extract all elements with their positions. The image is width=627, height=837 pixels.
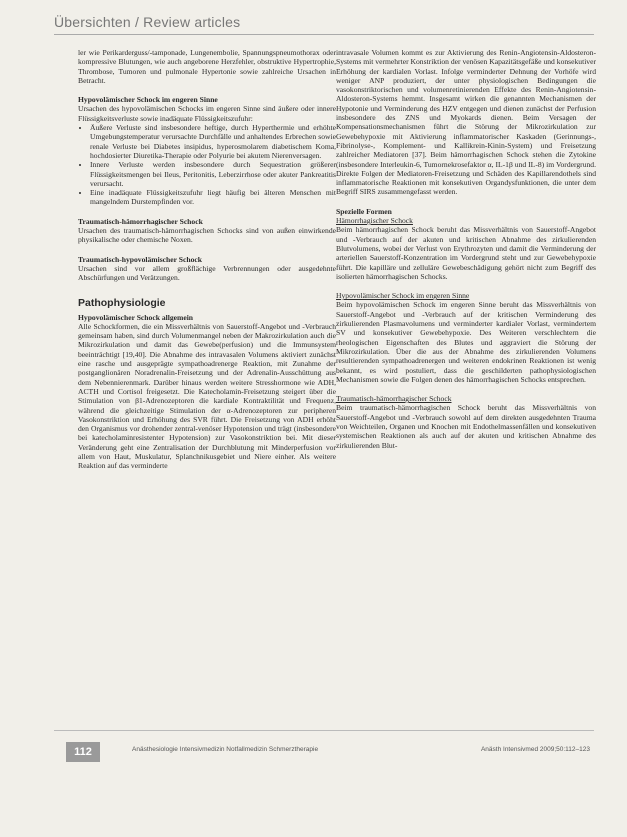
left-s2-heading: Traumatisch-hämorrhagischer Schock: [78, 216, 203, 226]
left-s1-list: [78, 123, 336, 207]
left-s4-text: Alle Schockformen, die ein Missverhältnis von Sauerstoff-Angebot und -Verbrauch gemeinsam haben, sind durch Volumenmangel neben der Makrozirkulation auch die Mikrozirkulation und damit das Gewebe(perfusion) und die Immunsystem beeinträchtigt [19,40]. Die Abnahme des intravasalen Volumens aktiviert zunächst eine rasche und ausgeprägte sympathoadrenerge Reaktion, mit Zunahme der postganglionären Noradrenalin-Freisetzung und der Adrenalin-Ausschüttung aus dem Nebennierenmark. Darüber hinaus werden weitere Stresshormone wie ADH, ACTH und Cortisol freigesetzt. Die Katecholamin-Freisetzung steigert über die Stimulation von β1-Adrenozeptoren die kardiale Kontraktilität und Frequenz, während die gleichzeitige Stimulation der α-Adrenozeptoren zur peripheren Vasokonstriktion und Erhöhung des SVR führt. Die Freisetzung von ADH erhöht den Organismus vor drohender zentral-venöser Hypotension und trägt (insbesondere bei katecholaminresistenter Hypotension) zur Vasokonstriktion bei. Mit dieser Veränderung geht eine Zentralisation der Durchblutung mit Minderperfusion vor allem von Haut, Muskulatur, Splanchnikusgebiet und Niere einher. Als weitere Reaktion auf das verminderte: [78, 321, 336, 471]
left-s1-text: Ursachen des hypovolämischen Schocks im engeren Sinne sind äußere oder innere Flüssigkeitsverluste sowie inadäquate Flüssigkeitszufuhr:: [78, 104, 336, 123]
page-footer: [54, 730, 594, 770]
left-s1-heading: Hypovolämischer Schock im engeren Sinne: [78, 95, 218, 105]
left-s2-text: Ursachen des traumatisch-hämorrhagischen Schocks sind von außen einwirkende physikalische oder chemische Noxen.: [78, 226, 336, 245]
right-s1-heading: Spezielle Formen: [336, 206, 392, 216]
right-s4-text: Beim traumatisch-hämorrhagischen Schock beruht das Missverhältnis von Sauerstoff-Angebot und -Verbrauch sowohl auf dem direkten ausgedehnten Trauma von Weichteilen, Organen und Knochen mit Endothelmassenfällen und konsekutiven systemischen Reaktionen als auch auf der akuten und kritischen Abnahme des zirkulierenden Blut-: [336, 403, 596, 450]
right-s2-text: Beim hämorrhagischen Schock beruht das Missverhältnis von Sauerstoff-Angebot und -Verbrauch auf der akuten und kritischen Abnahme des zirkulierenden Blutvolumens, wobei der Verlust von Erythrozyten und damit die Verminderung der arteriellen Sauerstoff-Konzentration im Vordergrund steht und zur Gewebehypoxie führt. Die kapilläre und zelluläre Gewebeschädigung gehört nicht zum Begriff des isolierten hämorrhagischen Schocks.: [336, 225, 596, 281]
header-title: Übersichten / Review articles: [54, 14, 241, 30]
section-heading-pathophysiologie: Pathophysiologie: [78, 296, 166, 309]
right-s3-heading: Hypovolämischer Schock im engeren Sinne: [336, 291, 470, 301]
right-s2-heading: Hämorrhagischer Schock: [336, 216, 413, 226]
running-header: [54, 14, 594, 40]
list-item: • Innere Verluste werden insbesondere durch Sequestration größerer Flüssigkeitsmengen bei Ileus, Peritonitis, Leberzirrhose oder akuter Pankreatitis verursacht.: [90, 160, 336, 188]
list-item: • Äußere Verluste sind insbesondere heftige, durch Hyperthermie und erhöhte Umgebungstemperatur verursachte Durchfälle und anhaltendes Erbrechen sowie renale Verluste bei Diabetes insipidus, hyperosmolarem diabetischem Koma, hochdosierter Diuretika-Therapie oder Polyurie bei akutem Nierenversagen.: [90, 123, 336, 160]
right-column: [336, 48, 596, 450]
left-s3-text: Ursachen sind vor allem großflächige Verbrennungen oder ausgedehnte Abschürfungen und Verätzungen.: [78, 263, 336, 283]
left-column: [78, 48, 336, 471]
right-s4-heading: Traumatisch-hämorrhagischer Schock: [336, 394, 452, 404]
page-number: 112: [66, 742, 100, 762]
left-intro: ler wie Perikarderguss/-tamponade, Lungenembolie, Spannungspneumothorax oder kompressive Blutungen, wie auch angeborene Herzfehler, obstruktive Hypertrophie, Thrombose, Tumoren und pulmonale Hypertonie sowie zahlreiche Ursachen in Betracht.: [78, 48, 336, 85]
footer-journal: Anästhesiologie Intensivmedizin Notfallmedizin Schmerztherapie: [132, 746, 319, 753]
left-s4-heading: Hypovolämischer Schock allgemein: [78, 312, 194, 322]
footer-citation: Anästh Intensivmed 2009;50:112–123: [480, 746, 590, 753]
right-intro: intravasale Volumen kommt es zur Aktivierung des Renin-Angiotensin-Aldosteron-Systems mit vermehrter Konstriktion der venösen Kapazitätsgefäße und konsekutiver Erhöhung der kardialen Vorlast. Infolge verminderter Dehnung der Vorhöfe wird weniger ANP produziert, der unter physiologischen Bedingungen die vasokonstriktorischen und volumenretinierenden Effekte des Renin-Angiotensin-Aldosteron-Systems hemmt. Insgesamt wirken die genannten Mechanismen der Hypotonie und Verminderung des HZV entgegen und dienen zunächst der Perfusion insbesondere des ZNS und Myokards dienen. Beim Versagen der Kompensationsmechanismen führt die Störung der Mikrozirkulation zur Gewebehypoxie mit Aktivierung inflammatorischer Kaskaden (Gerinnungs-, Fibrinolyse-, Komplement- und Kallikrein-Kinin-System) und Freisetzung zahlreicher Mediatoren [37]. Beim hämorrhagischen Schock stehen die Zytokine (insbesondere Interleukin-6, Tumornekrosefaktor α, IL-1β und IL-8) im Vordergrund. Direkte Folgen der Mediatoren-Freisetzung und Schäden des Kapillarendothels sind inflammatorische Reaktionen mit konsekutiven Organdysfunktionen, die unter dem Begriff SIRS zusammengefasst werden.: [336, 48, 596, 197]
header-rule: [54, 34, 594, 35]
right-s3-text: Beim hypovolämischen Schock im engeren Sinne beruht das Missverhältnis von Sauerstoff-Angebot und -Verbrauch auf der kritischen Verminderung des zirkulierenden Plasmavolumens und verminderter kardialer Vorlast, vermindertem SV und konsekutiver Gewebehypoxie. Des Weiteren verschlechtern die rheologischen Eigenschaften des Blutes und aggraviert die Störung der Mikrozirkulation. Über die aus der Abnahme des zirkulierenden Volumens resultierenden sympathoadrenergen und weiteren endokrinen Reaktionen ist wenig bekannt, es wird postuliert, dass die geschilderten pathophysiologischen Mechanismen sowie die Folgen denen des hämorrhagischen Schocks entsprechen.: [336, 300, 596, 384]
list-item: • Eine inadäquate Flüssigkeitszufuhr liegt häufig bei älteren Menschen mit mangelndem Durstempfinden vor.: [90, 188, 336, 207]
left-s3-heading: Traumatisch-hypovolämischer Schock: [78, 254, 202, 264]
footer-rule: [54, 730, 594, 731]
